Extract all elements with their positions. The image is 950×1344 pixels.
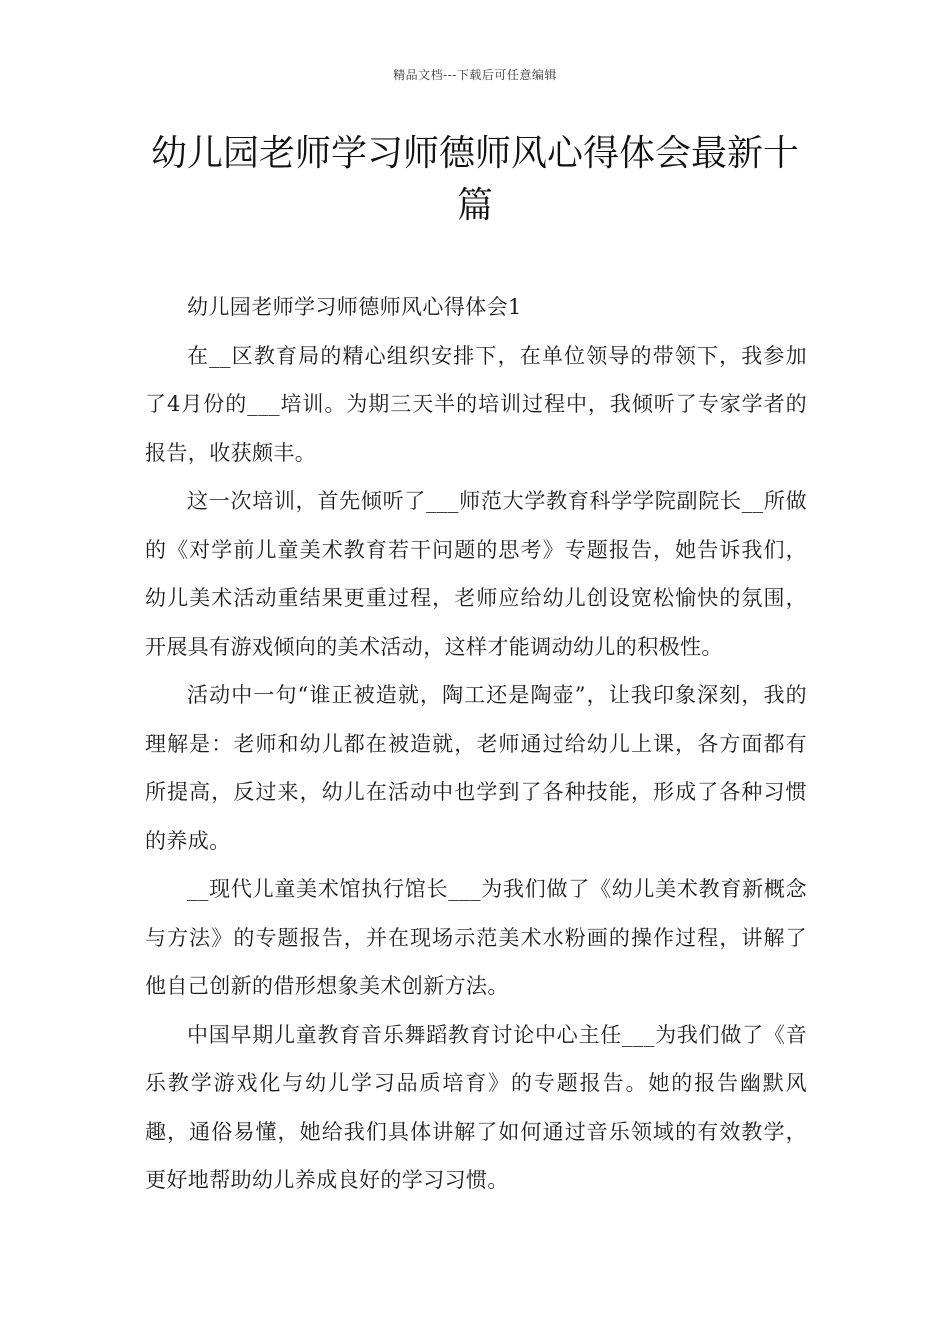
paragraph-4: __现代儿童美术馆执行馆长___为我们做了《幼儿美术教育新概念与方法》的专题报告，并在现场示范美术水粉画的操作过程，讲解了他自己创新的借形想象美术创新方法。 [145,877,807,998]
paragraph-1: 在__区教育局的精心组织安排下，在单位领导的带领下，我参加了4月份的___培训。为期三天半的培训过程中，我倾听了专家学者的报告，收获颇丰。 [145,343,807,465]
document-body [145,283,807,1205]
section-heading: 幼儿园老师学习师德师风心得体会1 [187,295,522,319]
paragraph-3: 活动中一句“谁正被造就，陶工还是陶壶”，让我印象深刻，我的理解是：老师和幼儿都在被造就，老师通过给幼儿上课，各方面都有所提高，反过来，幼儿在活动中也学到了各种技能，形成了各种习惯的养成。 [145,683,807,853]
header-note: 精品文档---下载后可任意编辑 [393,68,557,82]
paragraph-5: 中国早期儿童教育音乐舞蹈教育讨论中心主任___为我们做了《音乐教学游戏化与幼儿学习品质培育》的专题报告。她的报告幽默风趣，通俗易懂，她给我们具体讲解了如何通过音乐领域的有效教学，更好地帮助幼儿养成良好的学习习惯。 [145,1022,807,1192]
paragraph-2: 这一次培训，首先倾听了___师范大学教育科学学院副院长__所做的《对学前儿童美术教育若干问题的思考》专题报告，她告诉我们，幼儿美术活动重结果更重过程，老师应给幼儿创设宽松愉快的氛围，开展具有游戏倾向的美术活动，这样才能调动幼儿的积极性。 [145,489,807,659]
document-title: 幼儿园老师学习师德师风心得体会最新十篇 [150,133,799,226]
